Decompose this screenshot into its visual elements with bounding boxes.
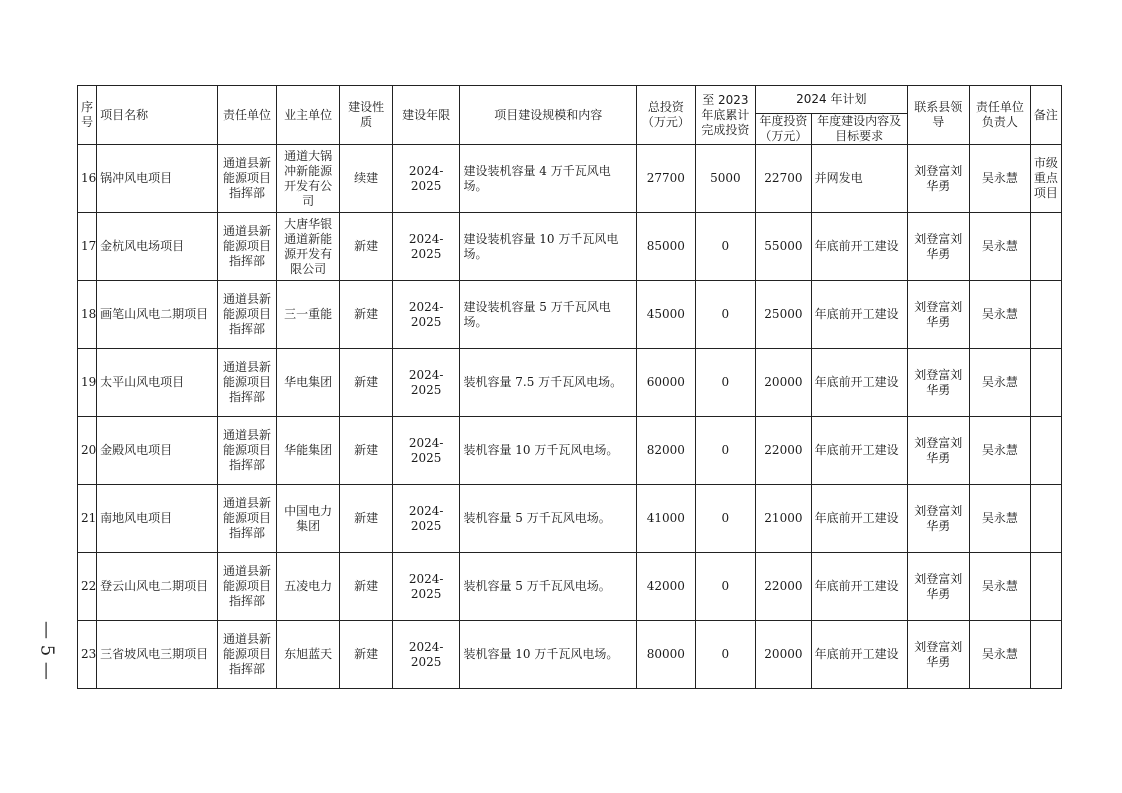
row-annual-content: 并网发电 [811, 145, 907, 213]
row-person: 吴永慧 [970, 349, 1031, 417]
row-period: 2024-2025 [392, 417, 460, 485]
header-total: 总投资（万元） [637, 86, 696, 145]
row-total: 41000 [637, 485, 696, 553]
row-remark: 市级重点项目 [1030, 145, 1061, 213]
row-period: 2024-2025 [392, 485, 460, 553]
table-row [78, 621, 1062, 689]
row-resp-unit: 通道县新能源项目指挥部 [218, 417, 277, 485]
row-scale: 装机容量 10 万千瓦风电场。 [460, 417, 637, 485]
row-nature: 新建 [340, 621, 392, 689]
row-resp-unit: 通道县新能源项目指挥部 [218, 145, 277, 213]
row-annual-content: 年底前开工建设 [811, 553, 907, 621]
row-person: 吴永慧 [970, 145, 1031, 213]
row-annual-invest: 21000 [756, 485, 812, 553]
row-period: 2024-2025 [392, 349, 460, 417]
row-no: 17 [78, 213, 97, 281]
row-total: 45000 [637, 281, 696, 349]
row-leader: 刘登富刘华勇 [907, 417, 970, 485]
row-no: 22 [78, 553, 97, 621]
row-period: 2024-2025 [392, 621, 460, 689]
row-scale: 建设装机容量 5 万千瓦风电场。 [460, 281, 637, 349]
row-period: 2024-2025 [392, 145, 460, 213]
row-annual-invest: 22000 [756, 553, 812, 621]
row-resp-unit: 通道县新能源项目指挥部 [218, 621, 277, 689]
row-leader: 刘登富刘华勇 [907, 553, 970, 621]
table-row [78, 485, 1062, 553]
row-leader: 刘登富刘华勇 [907, 213, 970, 281]
row-nature: 新建 [340, 485, 392, 553]
table-row [78, 417, 1062, 485]
page-number: — 5 — [36, 620, 58, 680]
row-total: 80000 [637, 621, 696, 689]
row-resp-unit: 通道县新能源项目指挥部 [218, 553, 277, 621]
header-resp-unit: 责任单位 [218, 86, 277, 145]
header-row [78, 86, 1062, 114]
header-person: 责任单位负责人 [970, 86, 1031, 145]
row-total: 60000 [637, 349, 696, 417]
row-annual-invest: 20000 [756, 621, 812, 689]
row-annual-content: 年底前开工建设 [811, 485, 907, 553]
row-owner: 大唐华银通道新能源开发有限公司 [276, 213, 340, 281]
row-cumulative: 0 [695, 417, 756, 485]
header-leader: 联系县领导 [907, 86, 970, 145]
row-scale: 装机容量 5 万千瓦风电场。 [460, 485, 637, 553]
row-person: 吴永慧 [970, 485, 1031, 553]
header-owner: 业主单位 [276, 86, 340, 145]
row-nature: 新建 [340, 349, 392, 417]
row-name: 锅冲风电项目 [97, 145, 218, 213]
table-row [78, 213, 1062, 281]
row-leader: 刘登富刘华勇 [907, 145, 970, 213]
row-nature: 续建 [340, 145, 392, 213]
row-owner: 华电集团 [276, 349, 340, 417]
header-annual-invest: 年度投资（万元） [756, 114, 812, 145]
row-annual-invest: 20000 [756, 349, 812, 417]
row-no: 20 [78, 417, 97, 485]
row-remark [1030, 349, 1061, 417]
header-remark: 备注 [1030, 86, 1061, 145]
row-nature: 新建 [340, 281, 392, 349]
row-remark [1030, 485, 1061, 553]
row-annual-invest: 55000 [756, 213, 812, 281]
table-row [78, 145, 1062, 213]
row-remark [1030, 281, 1061, 349]
row-owner: 东旭蓝天 [276, 621, 340, 689]
row-remark [1030, 417, 1061, 485]
row-no: 23 [78, 621, 97, 689]
project-table [77, 85, 1062, 689]
row-no: 18 [78, 281, 97, 349]
row-scale: 建设装机容量 10 万千瓦风电场。 [460, 213, 637, 281]
row-no: 19 [78, 349, 97, 417]
row-resp-unit: 通道县新能源项目指挥部 [218, 485, 277, 553]
header-scale: 项目建设规模和内容 [460, 86, 637, 145]
row-scale: 装机容量 7.5 万千瓦风电场。 [460, 349, 637, 417]
row-cumulative: 0 [695, 553, 756, 621]
row-owner: 通道大锅冲新能源开发有公司 [276, 145, 340, 213]
row-total: 82000 [637, 417, 696, 485]
row-scale: 装机容量 10 万千瓦风电场。 [460, 621, 637, 689]
header-cumulative: 至 2023 年底累计完成投资 [695, 86, 756, 145]
row-annual-invest: 22700 [756, 145, 812, 213]
row-name: 登云山风电二期项目 [97, 553, 218, 621]
row-cumulative: 0 [695, 281, 756, 349]
row-period: 2024-2025 [392, 281, 460, 349]
row-name: 金杭风电场项目 [97, 213, 218, 281]
row-cumulative: 0 [695, 621, 756, 689]
header-plan-2024: 2024 年计划 [756, 86, 907, 114]
row-total: 85000 [637, 213, 696, 281]
row-resp-unit: 通道县新能源项目指挥部 [218, 349, 277, 417]
row-name: 南地风电项目 [97, 485, 218, 553]
row-name: 金殿风电项目 [97, 417, 218, 485]
row-owner: 五凌电力 [276, 553, 340, 621]
row-nature: 新建 [340, 417, 392, 485]
row-scale: 装机容量 5 万千瓦风电场。 [460, 553, 637, 621]
row-leader: 刘登富刘华勇 [907, 349, 970, 417]
header-no: 序号 [78, 86, 97, 145]
row-total: 27700 [637, 145, 696, 213]
row-person: 吴永慧 [970, 213, 1031, 281]
row-leader: 刘登富刘华勇 [907, 281, 970, 349]
row-leader: 刘登富刘华勇 [907, 621, 970, 689]
header-period: 建设年限 [392, 86, 460, 145]
row-no: 21 [78, 485, 97, 553]
row-person: 吴永慧 [970, 553, 1031, 621]
row-total: 42000 [637, 553, 696, 621]
row-no: 16 [78, 145, 97, 213]
header-annual-content: 年度建设内容及目标要求 [811, 114, 907, 145]
row-cumulative: 0 [695, 349, 756, 417]
row-owner: 中国电力集团 [276, 485, 340, 553]
row-nature: 新建 [340, 553, 392, 621]
row-person: 吴永慧 [970, 621, 1031, 689]
table-row [78, 281, 1062, 349]
table-row [78, 553, 1062, 621]
row-remark [1030, 553, 1061, 621]
row-period: 2024-2025 [392, 553, 460, 621]
row-person: 吴永慧 [970, 281, 1031, 349]
row-resp-unit: 通道县新能源项目指挥部 [218, 213, 277, 281]
row-nature: 新建 [340, 213, 392, 281]
row-owner: 华能集团 [276, 417, 340, 485]
row-annual-content: 年底前开工建设 [811, 213, 907, 281]
header-nature: 建设性质 [340, 86, 392, 145]
row-name: 画笔山风电二期项目 [97, 281, 218, 349]
row-scale: 建设装机容量 4 万千瓦风电场。 [460, 145, 637, 213]
row-person: 吴永慧 [970, 417, 1031, 485]
row-annual-invest: 22000 [756, 417, 812, 485]
row-cumulative: 5000 [695, 145, 756, 213]
row-leader: 刘登富刘华勇 [907, 485, 970, 553]
row-period: 2024-2025 [392, 213, 460, 281]
row-owner: 三一重能 [276, 281, 340, 349]
row-cumulative: 0 [695, 213, 756, 281]
row-resp-unit: 通道县新能源项目指挥部 [218, 281, 277, 349]
header-name: 项目名称 [97, 86, 218, 145]
row-annual-content: 年底前开工建设 [811, 349, 907, 417]
row-annual-invest: 25000 [756, 281, 812, 349]
row-annual-content: 年底前开工建设 [811, 417, 907, 485]
row-name: 太平山风电项目 [97, 349, 218, 417]
table-row [78, 349, 1062, 417]
row-name: 三省坡风电三期项目 [97, 621, 218, 689]
row-annual-content: 年底前开工建设 [811, 621, 907, 689]
row-remark [1030, 213, 1061, 281]
row-remark [1030, 621, 1061, 689]
row-annual-content: 年底前开工建设 [811, 281, 907, 349]
row-cumulative: 0 [695, 485, 756, 553]
